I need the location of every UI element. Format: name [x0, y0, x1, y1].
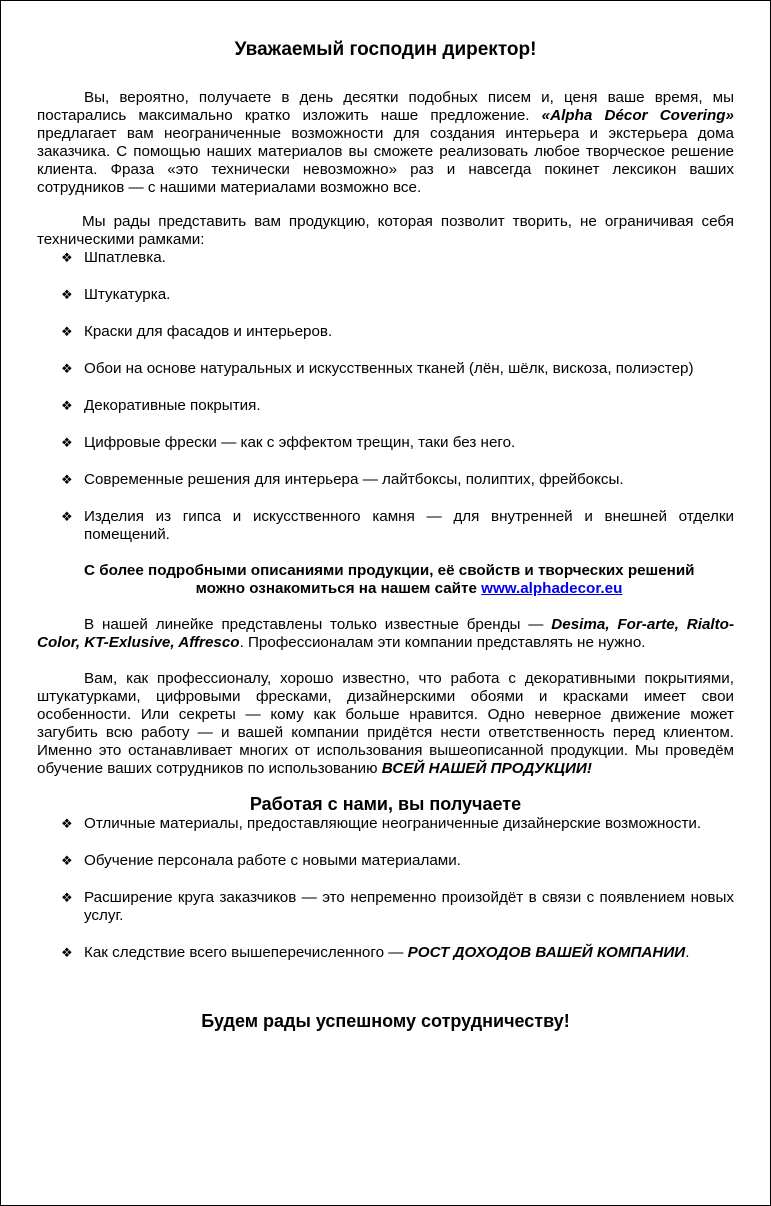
- diamond-bullet-icon: ❖: [61, 472, 73, 487]
- diamond-bullet-icon: ❖: [61, 890, 73, 905]
- diamond-bullet-icon: ❖: [61, 816, 73, 831]
- product-text: Цифровые фрески — как с эффектом трещин, таки без него.: [84, 434, 516, 451]
- list-item: [37, 508, 734, 544]
- site-note-line-1: С более подробными описаниями продукции, её свойств и творческих решений: [84, 562, 695, 579]
- website-link[interactable]: www.alphadecor.eu: [481, 580, 623, 597]
- list-item: [37, 471, 734, 489]
- diamond-bullet-icon: ❖: [61, 287, 73, 302]
- benefits-heading: Работая с нами, вы получаете: [249, 794, 522, 814]
- diamond-bullet-icon: ❖: [61, 361, 73, 376]
- benefit-end: .: [685, 944, 690, 961]
- training-text: Вам, как профессионалу, хорошо известно, что работа с декоративными покрытиями, штукатурками, цифровыми фресками, дизайнерскими обоями и красками имеет свои особенности. Или секреты — кому как больше нравится. Одно неверное движение может загубить всю работу — и вашей компании придётся нести ответственность перед клиентом. Именно это останавливает многих от использования вышеописанной продукции. Мы проведём обучение ваших сотрудников по использованию: [37, 670, 734, 777]
- diamond-bullet-icon: ❖: [61, 435, 73, 450]
- list-item: [37, 249, 734, 267]
- product-text: Краски для фасадов и интерьеров.: [84, 323, 333, 340]
- intro-text-2: предлагает вам неограниченные возможности для создания интерьера и экстерьера дома заказчика. С помощью наших материалов вы сможете реализовать любое творческое решение клиента. Фраза «это технически невозможно» раз и навсегда покинет лексикон ваших сотрудников — с нашими материалами возможно все.: [37, 125, 734, 196]
- brands-text-1: В нашей линейке представлены только известные бренды —: [84, 616, 552, 633]
- products-list: [37, 249, 734, 544]
- letter-content: [37, 39, 734, 1032]
- products-intro: Мы рады представить вам продукцию, которая позволит творить, не ограничивая себя техническими рамками:: [37, 213, 734, 248]
- closing-line: Будем рады успешному сотрудничеству!: [201, 1011, 570, 1031]
- product-text: Изделия из гипса и искусственного камня — для внутренней и внешней отделки помещений.: [84, 508, 734, 543]
- list-item: [37, 852, 734, 870]
- list-item: [37, 286, 734, 304]
- product-text: Декоративные покрытия.: [84, 397, 261, 414]
- product-text: Штукатурка.: [84, 286, 171, 303]
- diamond-bullet-icon: ❖: [61, 398, 73, 413]
- list-item: [37, 360, 734, 378]
- benefit-text: Как следствие всего вышеперечисленного —: [84, 944, 408, 961]
- brands-paragraph: [37, 616, 734, 652]
- training-paragraph: [37, 670, 734, 778]
- diamond-bullet-icon: ❖: [61, 945, 73, 960]
- brand-name: «Alpha Décor Covering»: [541, 107, 734, 124]
- list-item: [37, 397, 734, 415]
- diamond-bullet-icon: ❖: [61, 250, 73, 265]
- benefit-text: Расширение круга заказчиков — это непременно произойдёт в связи с появлением новых услуг.: [84, 889, 734, 924]
- benefits-list: [37, 815, 734, 962]
- benefit-text: Отличные материалы, предоставляющие неограниченные дизайнерские возможности.: [84, 815, 702, 832]
- product-text: Шпатлевка.: [84, 249, 166, 266]
- brands-text-2: . Профессионалам эти компании представлять не нужно.: [239, 634, 646, 651]
- list-item: [37, 815, 734, 833]
- brands-list: Desima, For-arte, Rialto-Color, KT-Exlusive, Affresco: [37, 616, 735, 651]
- diamond-bullet-icon: ❖: [61, 509, 73, 524]
- product-text: Современные решения для интерьера — лайтбоксы, полиптих, фрейбоксы.: [84, 471, 624, 488]
- site-note: [37, 562, 734, 598]
- diamond-bullet-icon: ❖: [61, 853, 73, 868]
- list-item: [37, 323, 734, 341]
- benefit-emphasis: РОСТ ДОХОДОВ ВАШЕЙ КОМПАНИИ: [407, 944, 686, 961]
- benefit-text: Обучение персонала работе с новыми материалами.: [84, 852, 461, 869]
- intro-text-1: Вы, вероятно, получаете в день десятки подобных писем и, ценя ваше время, мы постарались максимально кратко изложить наше предложение.: [37, 89, 734, 124]
- site-note-line-2: можно ознакомиться на нашем сайте: [195, 580, 482, 597]
- list-item: [37, 434, 734, 452]
- product-text: Обои на основе натуральных и искусственных тканей (лён, шёлк, вискоза, полиэстер): [84, 360, 694, 377]
- list-item: [37, 944, 734, 962]
- diamond-bullet-icon: ❖: [61, 324, 73, 339]
- intro-paragraph: [37, 89, 734, 197]
- training-emphasis: ВСЕЙ НАШЕЙ ПРОДУКЦИИ!: [381, 760, 592, 777]
- letter-title: Уважаемый господин директор!: [234, 39, 537, 60]
- list-item: [37, 889, 734, 925]
